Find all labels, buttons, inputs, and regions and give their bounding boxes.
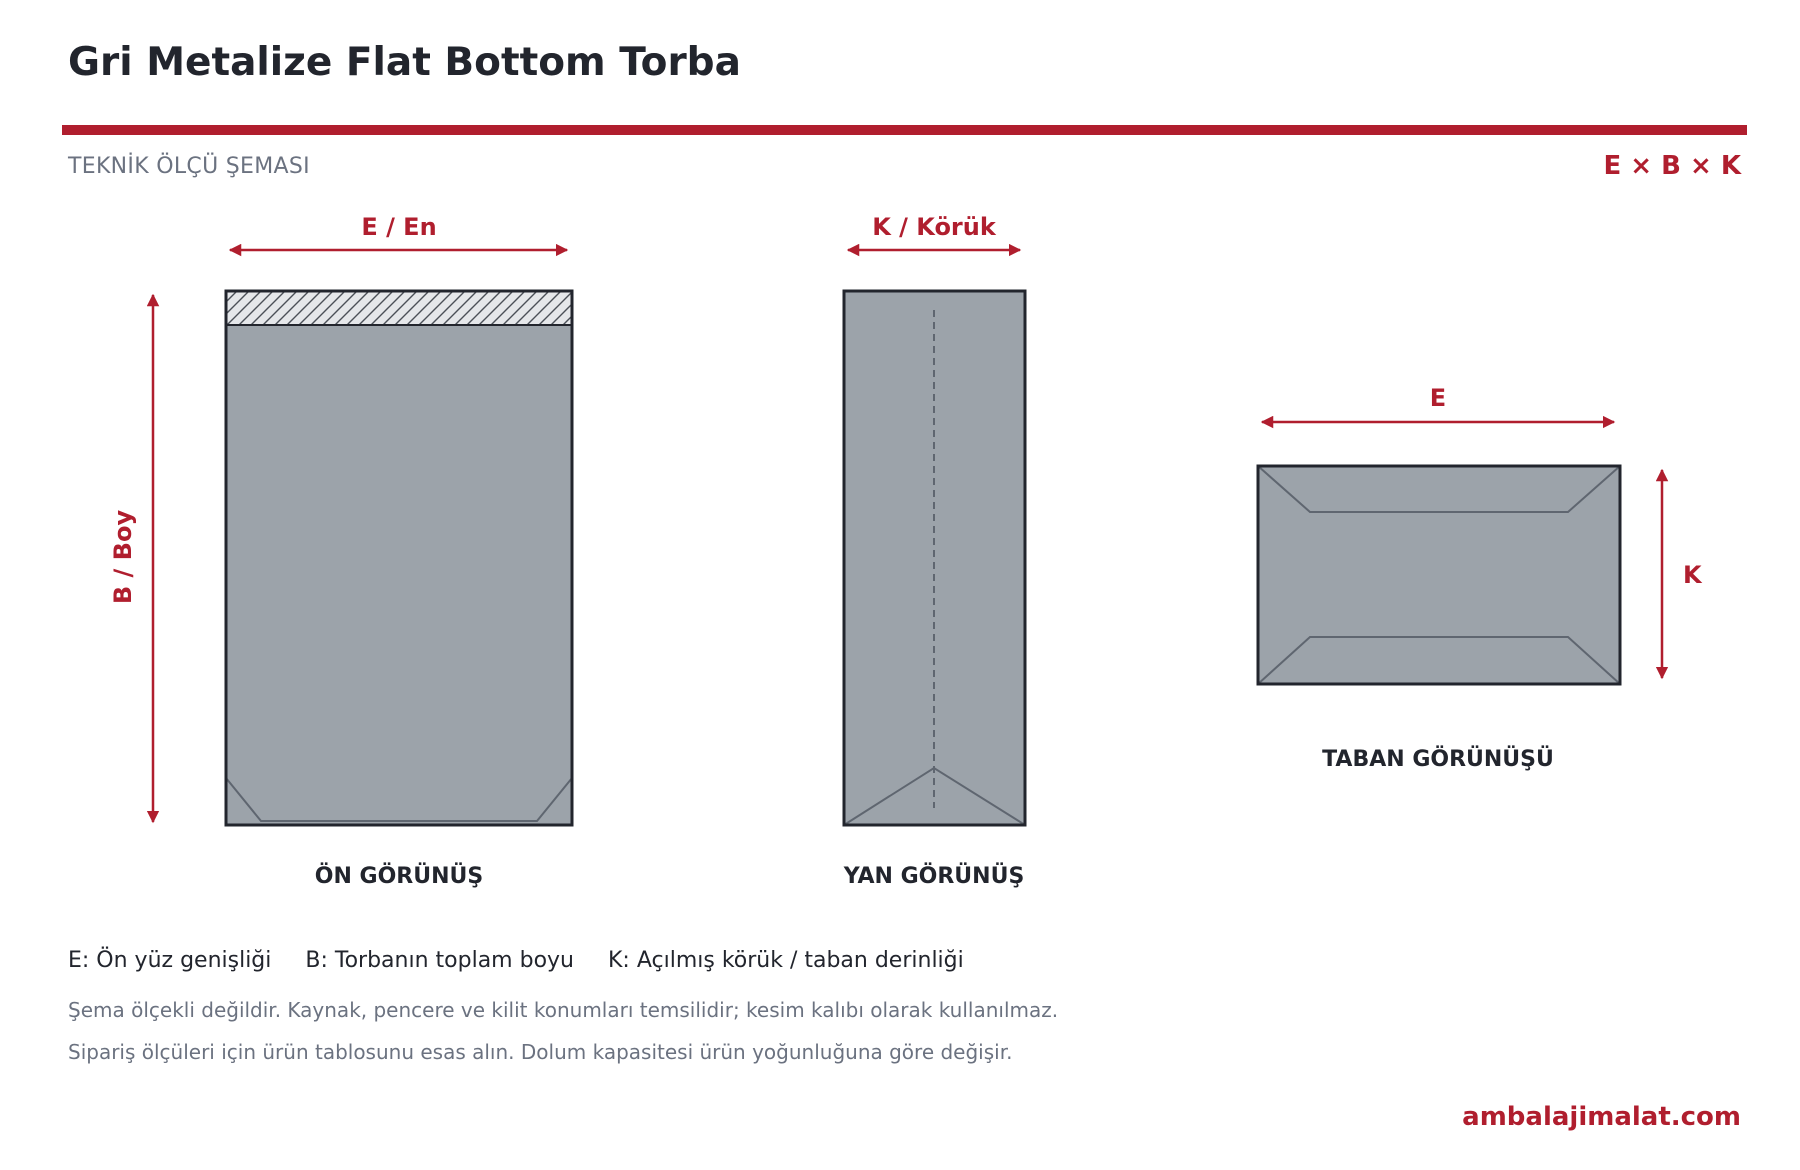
note-scale: Şema ölçekli değildir. Kaynak, pencere ve kilit konumları temsilidir; kesim kalıbı olarak kullanılmaz.: [68, 998, 1059, 1022]
page-subtitle: TEKNİK ÖLÇÜ ŞEMASI: [68, 154, 310, 179]
front-seal-hatch: [226, 291, 572, 325]
side-view: [843, 213, 1025, 889]
legend-e: E: Ön yüz genişliği: [68, 948, 272, 973]
front-view: [109, 213, 572, 889]
front-height-label: B / Boy: [109, 509, 137, 605]
bottom-view: [1258, 384, 1703, 772]
side-width-label: K / Körük: [872, 213, 996, 241]
front-width-label: E / En: [361, 213, 437, 241]
legend-k: K: Açılmış körük / taban derinliği: [608, 948, 964, 973]
side-view-label: YAN GÖRÜNÜŞ: [843, 864, 1025, 889]
bottom-view-label: TABAN GÖRÜNÜŞÜ: [1322, 747, 1554, 772]
front-bag-body: [226, 291, 572, 825]
note-order: Sipariş ölçüleri için ürün tablosunu esas alın. Dolum kapasitesi ürün yoğunluğuna göre değişir.: [68, 1040, 1013, 1064]
page-title: Gri Metalize Flat Bottom Torba: [68, 40, 741, 85]
legend-b: B: Torbanın toplam boyu: [305, 948, 574, 973]
bottom-width-label: E: [1429, 384, 1447, 412]
site-link[interactable]: ambalajimalat.com: [1462, 1102, 1741, 1132]
front-view-label: ÖN GÖRÜNÜŞ: [314, 864, 484, 889]
dimension-formula: E × B × K: [1603, 151, 1741, 181]
bottom-base: [1258, 466, 1620, 684]
dimension-legend: [68, 948, 998, 973]
bottom-depth-label: K: [1683, 561, 1702, 589]
